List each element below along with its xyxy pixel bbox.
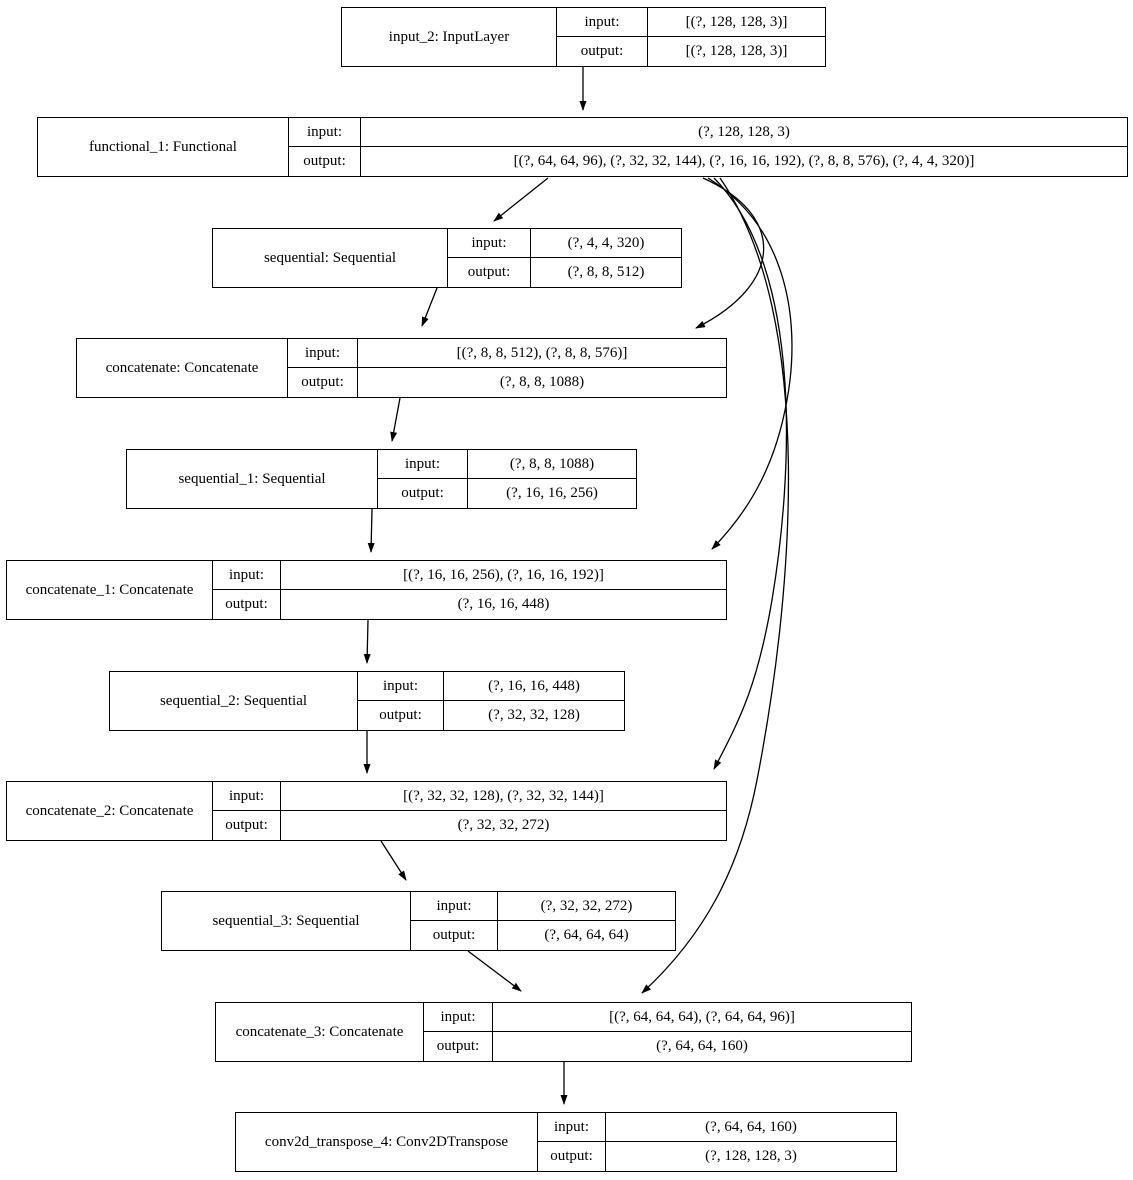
node-concatenate xyxy=(76,338,727,398)
node-sequential_2 xyxy=(109,671,625,731)
input-shape: (?, 8, 8, 1088) xyxy=(468,450,636,479)
layer-name: sequential_3: Sequential xyxy=(162,892,411,950)
output-label: output: xyxy=(358,701,444,730)
output-label: output: xyxy=(538,1142,606,1171)
input-label: input: xyxy=(213,561,281,590)
input-label: input: xyxy=(411,892,498,921)
output-shape: (?, 16, 16, 448) xyxy=(457,596,550,612)
edge-functional_1-to-sequential xyxy=(494,178,548,221)
output-shape: (?, 64, 64, 64) xyxy=(544,927,629,943)
edge-functional_1-to-concatenate_2 xyxy=(714,178,786,769)
output-shape: (?, 8, 8, 512) xyxy=(567,264,645,280)
edge-concatenate-to-sequential_1 xyxy=(392,398,400,441)
output-shape: (?, 8, 8, 1088) xyxy=(499,374,585,390)
output-shape: (?, 16, 16, 256) xyxy=(506,485,598,501)
node-input_2 xyxy=(341,7,826,67)
output-shape: (?, 64, 64, 160) xyxy=(656,1038,748,1054)
layer-name: concatenate_1: Concatenate xyxy=(7,561,213,619)
output-label: output: xyxy=(424,1032,493,1061)
layer-name: concatenate: Concatenate xyxy=(77,339,288,397)
layer-name: conv2d_transpose_4: Conv2DTranspose xyxy=(236,1113,538,1171)
input-shape: [(?, 8, 8, 512), (?, 8, 8, 576)] xyxy=(358,339,726,368)
output-shape: [(?, 128, 128, 3)] xyxy=(685,43,788,59)
input-shape: (?, 128, 128, 3) xyxy=(361,118,1127,147)
input-label: input: xyxy=(424,1003,493,1032)
input-label: input: xyxy=(378,450,468,479)
node-concatenate_2 xyxy=(6,781,727,841)
edge-concatenate_1-to-sequential_2 xyxy=(367,620,368,663)
input-shape: (?, 64, 64, 160) xyxy=(606,1113,896,1142)
node-concatenate_1 xyxy=(6,560,727,620)
input-shape: (?, 4, 4, 320) xyxy=(531,229,681,258)
edge-sequential_1-to-concatenate_1 xyxy=(371,509,372,552)
input-label: input: xyxy=(289,118,361,147)
output-label: output: xyxy=(378,479,468,508)
output-label: output: xyxy=(288,368,358,397)
node-sequential_3 xyxy=(161,891,676,951)
layer-name: sequential_2: Sequential xyxy=(110,672,358,730)
input-shape: (?, 32, 32, 272) xyxy=(498,892,675,921)
input-label: input: xyxy=(538,1113,606,1142)
node-sequential xyxy=(212,228,682,288)
layer-name: input_2: InputLayer xyxy=(342,8,557,66)
layer-name: sequential: Sequential xyxy=(213,229,448,287)
node-concatenate_3 xyxy=(215,1002,912,1062)
input-shape: (?, 16, 16, 448) xyxy=(444,672,624,701)
layer-name: functional_1: Functional xyxy=(38,118,289,176)
output-label: output: xyxy=(213,811,281,840)
node-sequential_1 xyxy=(126,449,637,509)
output-shape: (?, 32, 32, 128) xyxy=(488,707,580,723)
output-label: output: xyxy=(411,921,498,950)
input-shape: [(?, 16, 16, 256), (?, 16, 16, 192)] xyxy=(281,561,726,590)
output-label: output: xyxy=(213,590,281,619)
layer-name: concatenate_3: Concatenate xyxy=(216,1003,424,1061)
input-shape: [(?, 32, 32, 128), (?, 32, 32, 144)] xyxy=(281,782,726,811)
edge-functional_1-to-concatenate xyxy=(696,178,764,328)
node-conv2d_transpose_4 xyxy=(235,1112,897,1172)
input-label: input: xyxy=(358,672,444,701)
input-label: input: xyxy=(448,229,531,258)
output-shape: (?, 128, 128, 3) xyxy=(705,1148,797,1164)
edge-concatenate_2-to-sequential_3 xyxy=(381,841,406,880)
node-functional_1 xyxy=(37,117,1128,177)
input-label: input: xyxy=(288,339,358,368)
input-shape: [(?, 64, 64, 64), (?, 64, 64, 96)] xyxy=(493,1003,911,1032)
input-shape: [(?, 128, 128, 3)] xyxy=(648,8,825,37)
output-shape: [(?, 64, 64, 96), (?, 32, 32, 144), (?, 16, 16, 192), (?, 8, 8, 576), (?, 4, 4, 320)] xyxy=(513,153,975,169)
output-label: output: xyxy=(557,37,648,66)
layer-name: concatenate_2: Concatenate xyxy=(7,782,213,840)
output-label: output: xyxy=(289,147,361,176)
edge-sequential_3-to-concatenate_3 xyxy=(468,951,521,991)
layer-name: sequential_1: Sequential xyxy=(127,450,378,508)
output-label: output: xyxy=(448,258,531,287)
input-label: input: xyxy=(557,8,648,37)
input-label: input: xyxy=(213,782,281,811)
edge-sequential-to-concatenate xyxy=(422,288,437,326)
output-shape: (?, 32, 32, 272) xyxy=(457,817,550,833)
